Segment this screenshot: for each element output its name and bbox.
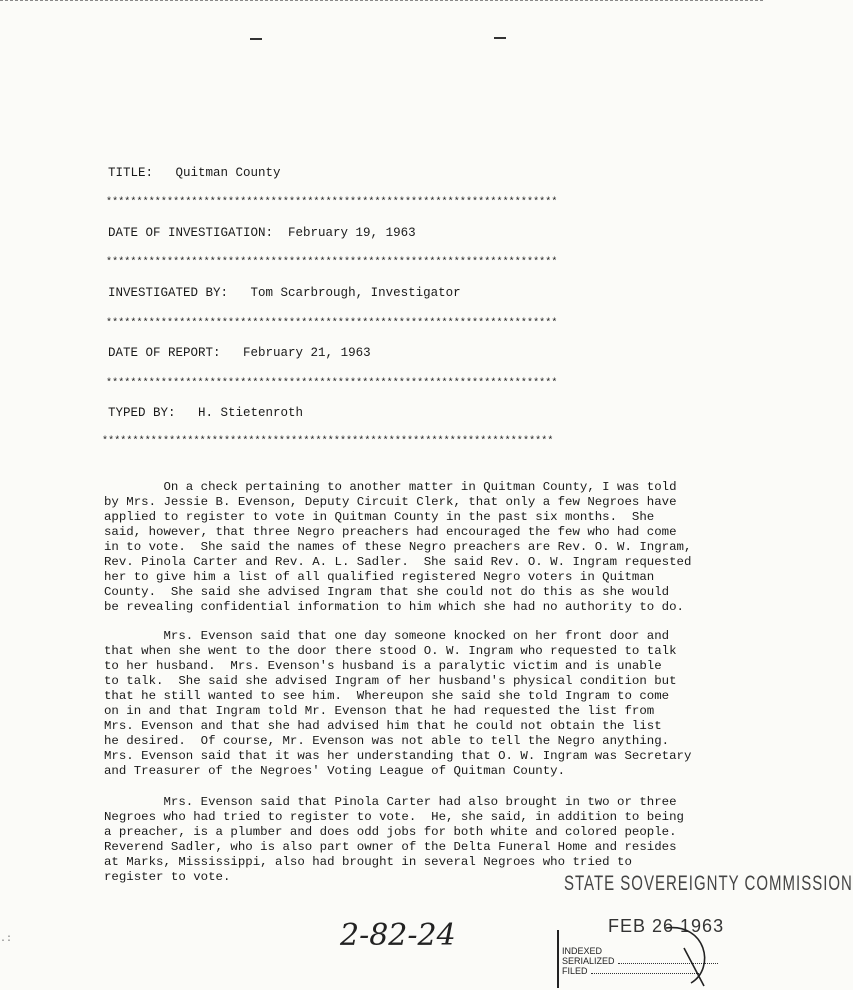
investigated-by-line xyxy=(108,286,461,300)
typed-by-value: H. Stietenroth xyxy=(198,406,304,420)
received-stamp xyxy=(556,868,853,990)
separator: ************************************************************************** xyxy=(106,378,558,389)
report-date-label: DATE OF REPORT: xyxy=(108,346,221,360)
report-date-value: February 21, 1963 xyxy=(243,346,371,360)
separator: ************************************************************************** xyxy=(106,257,558,268)
investigation-date-label: DATE OF INVESTIGATION: xyxy=(108,226,274,240)
scan-mark xyxy=(250,38,262,40)
investigated-by-label: INVESTIGATED BY: xyxy=(108,286,229,300)
investigated-by-value: Tom Scarbrough, Investigator xyxy=(250,286,461,300)
stamp-filed: FILED xyxy=(562,966,588,976)
stamp-serialized: SERIALIZED xyxy=(562,956,615,966)
report-date-line xyxy=(108,346,371,360)
separator: ************************************************************************** xyxy=(102,436,554,447)
scan-artifact: .: xyxy=(0,934,13,945)
handwritten-file-number: 2-82-24 xyxy=(340,918,456,953)
stamp-date: FEB 26 1963 xyxy=(608,916,725,936)
stamp-indexed: INDEXED xyxy=(562,946,603,956)
typed-by-line xyxy=(108,406,303,420)
paragraph-1: On a check pertaining to another matter in Quitman County, I was told by Mrs. Jessie B. Evenson, Deputy Circuit Clerk, that only a few Negroes have applied to register to vote in Quitman County in the past six months. She said, however, that three Negro preachers had encouraged the few who had come in to vote. She said the names of these Negro preachers are Rev. O. W. Ingram, Rev. Pinola Carter and Rev. A. L. Sadler. She said Rev. O. W. Ingram requested her to give him a list of all qualified registered Negro voters in Quitman County. She said she advised Ingram that she could not do this as she would be revealing confidential information to him which she had no authority to do. xyxy=(104,480,692,614)
paragraph-3: Mrs. Evenson said that Pinola Carter had also brought in two or three Negroes who had tried to register to vote. He, she said, in addition to being a preacher, is a plumber and does odd jobs for both white and colored people. Reverend Sadler, who is also part owner of the Delta Funeral Home and resides at Marks, Mississippi, also had brought in several Negroes who tried to register to vote. xyxy=(104,795,684,884)
title-line xyxy=(108,166,281,180)
paragraph-2: Mrs. Evenson said that one day someone knocked on her front door and that when she went to the door there stood O. W. Ingram who requested to talk to her husband. Mrs. Evenson's husband is a paralytic victim and is unable to talk. She said she advised Ingram of her husband's physical condition but that he still wanted to see him. Whereupon she said she told Ingram to come on in and that Ingram told Mr. Evenson that he had requested the list from Mrs. Evenson and that she had advised him that he could not obtain the list he desired. Of course, Mr. Evenson was not able to tell the Negro anything. Mrs. Evenson said that it was her understanding that O. W. Ingram was Secretary and Treasurer of the Negroes' Voting League of Quitman County. xyxy=(104,629,692,778)
separator: ************************************************************************** xyxy=(106,318,558,329)
investigation-date-line xyxy=(108,226,416,240)
title-label: TITLE: xyxy=(108,166,154,180)
title-value: Quitman County xyxy=(175,166,281,180)
typed-by-label: TYPED BY: xyxy=(108,406,176,420)
scan-top-edge xyxy=(0,0,763,4)
investigation-date-value: February 19, 1963 xyxy=(288,226,416,240)
stamp-title: STATE SOVEREIGNTY COMMISSION xyxy=(564,872,853,896)
stamp-border-icon xyxy=(556,928,756,990)
scan-mark xyxy=(494,37,506,39)
separator: ************************************************************************** xyxy=(106,197,558,208)
